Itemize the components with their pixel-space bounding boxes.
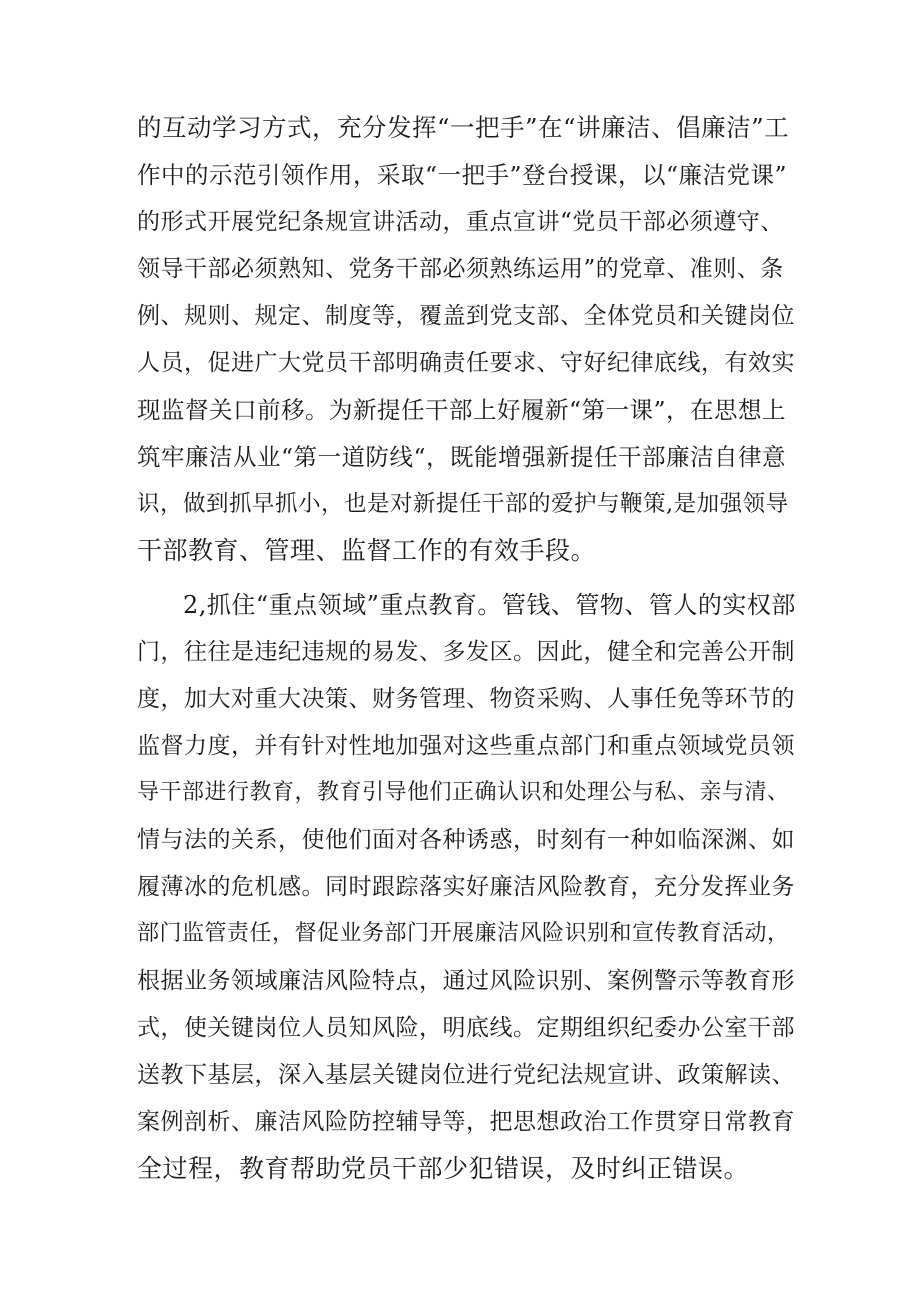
paragraph-line: 现监督关口前移。为新提任干部上好履新“第一课”，在思想上 — [137, 396, 787, 424]
paragraph-line: 根据业务领域廉洁风险特点，通过风险识别、案例警示等教育形 — [137, 968, 795, 994]
paragraph-line: 部门监管责任，督促业务部门开展廉洁风险识别和宣传教育活动， — [137, 921, 790, 946]
paragraph-line: 干部教育、管理、监督工作的有效手段。 — [137, 536, 597, 565]
paragraph-line: 送教下基层，深入基层关键岗位进行党纪法规宣讲、政策解读、 — [137, 1062, 795, 1088]
paragraph-heading-line: 2,抓住“重点领域”重点教育。管钱、管物、管人的实权部 — [183, 591, 796, 619]
paragraph-line: 人员，促进广大党员干部明确责任要求、守好纪律底线，有效实 — [137, 350, 795, 376]
paragraph-line: 的互动学习方式，充分发挥“一把手”在“讲廉洁、倡廉洁”工 — [137, 113, 790, 142]
paragraph-line: 式，使关键岗位人员知风险，明底线。定期组织纪委办公室干部 — [137, 1015, 795, 1041]
paragraph-line: 全过程，教育帮助党员干部少犯错误，及时纠正错误。 — [137, 1154, 750, 1183]
paragraph-line: 案例剖析、廉洁风险防控辅导等，把思想政治工作贯穿日常教育 — [137, 1109, 795, 1135]
paragraph-line: 领导干部必须熟知、党务干部必须熟练运用”的党章、准则、条 — [137, 256, 784, 282]
paragraph-line: 例、规则、规定、制度等，覆盖到党支部、全体党员和关键岗位 — [137, 303, 795, 329]
paragraph-line: 筑牢廉洁从业“第一道防线“，既能增强新提任干部廉洁自律意 — [137, 443, 787, 471]
paragraph-line: 度，加大对重大决策、财务管理、物资采购、人事任免等环节的 — [137, 686, 795, 712]
paragraph-line: 导干部进行教育，教育引导他们正确认识和处理公与私、亲与清、 — [137, 780, 790, 805]
paragraph-line: 履薄冰的危机感。同时跟踪落实好廉洁风险教育，充分发挥业务 — [137, 874, 795, 900]
paragraph-line: 作中的示范引领作用，采取“一把手”登台授课，以“廉洁党课” — [137, 161, 788, 189]
paragraph-line: 监督力度，并有针对性地加强对这些重点部门和重点领域党员领 — [137, 733, 795, 759]
paragraph-line: 的形式开展党纪条规宣讲活动，重点宣讲“党员干部必须遵守、 — [137, 209, 784, 235]
paragraph-line: 门，往往是违纪违规的易发、多发区。因此，健全和完善公开制 — [137, 639, 795, 665]
paragraph-line: 情与法的关系，使他们面对各种诱惑，时刻有一种如临深渊、如 — [137, 827, 795, 853]
paragraph-line: 识，做到抓早抓小，也是对新提任干部的爱护与鞭策,是加强领导 — [137, 491, 789, 517]
